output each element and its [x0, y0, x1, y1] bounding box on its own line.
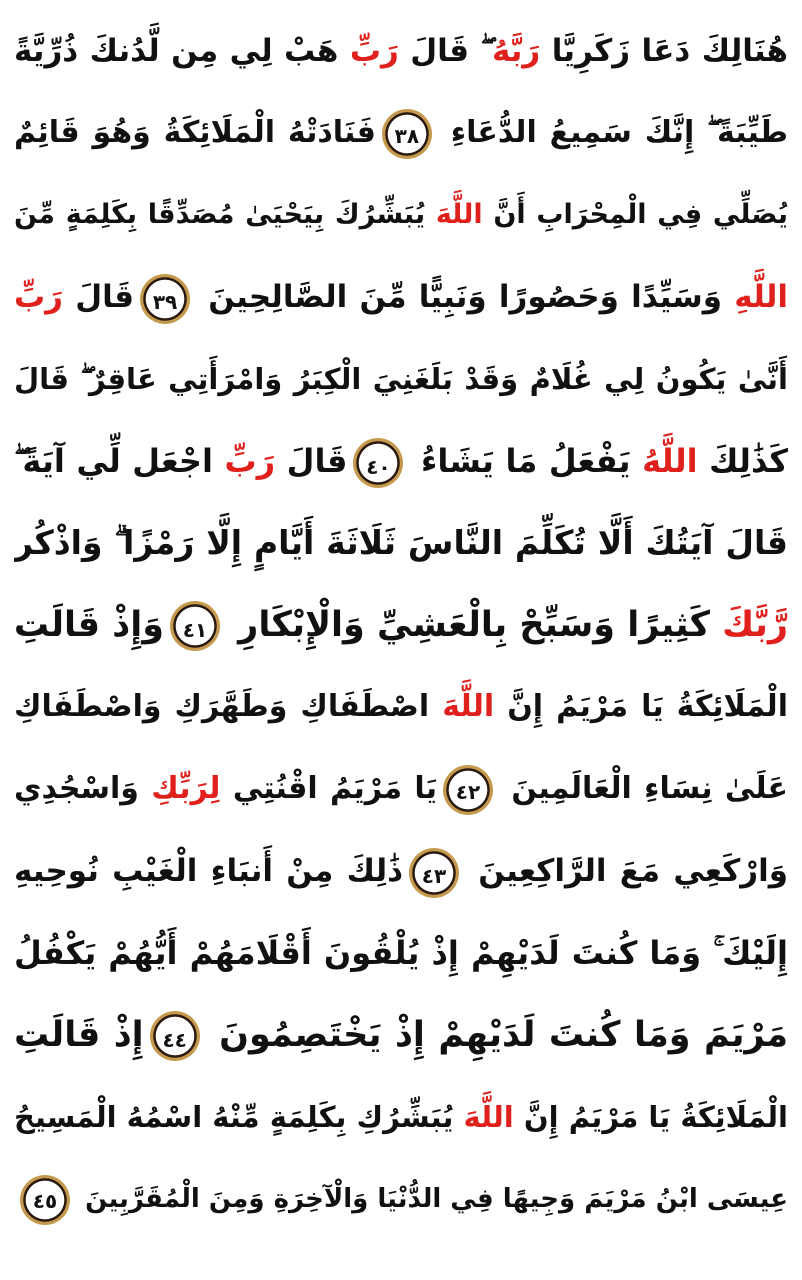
ayah-number: ٤٢	[455, 779, 481, 804]
ayah-number: ٣٨	[394, 123, 420, 148]
verse-text: عَلَىٰ نِسَاءِ الْعَالَمِينَ	[511, 771, 788, 806]
verse-line	[14, 256, 788, 338]
verse-text: كَذَٰلِكَ	[709, 442, 788, 480]
divine-name-text: رَبِّ	[14, 279, 63, 315]
verse-text: ذَٰلِكَ مِنْ أَنبَاءِ الْغَيْبِ نُوحِيهِ	[14, 853, 403, 889]
divine-name-text: اللَّهِ	[734, 279, 788, 315]
verse-text: أَنَّىٰ يَكُونُ لِي غُلَامٌ وَقَدْ بَلَغَنِيَ الْكِبَرُ وَامْرَأَتِي عَاقِرٌ ۖ قَالَ	[14, 362, 788, 396]
ayah-marker	[150, 1011, 200, 1061]
ayah-number: ٤٥	[32, 1188, 58, 1213]
divine-name-text: اللَّهُ	[642, 442, 698, 480]
verse-text: هَبْ لِي مِن لَّدُنكَ ذُرِّيَّةً	[14, 33, 339, 69]
verse-line	[14, 1076, 788, 1158]
ayah-marker	[443, 765, 493, 815]
verse-line	[14, 830, 788, 912]
ayah-number: ٤٣	[421, 863, 447, 888]
ayah-number: ٤١	[182, 618, 208, 642]
divine-name-text: رَّبَّكَ	[722, 605, 788, 645]
divine-name-text: لِرَبِّكِ	[151, 771, 221, 806]
verse-text: قَالَ آيَتُكَ أَلَّا تُكَلِّمَ النَّاسَ ثَلَاثَةَ أَيَّامٍ إِلَّا رَمْزًا ۗ وَاذْكُر	[14, 523, 788, 562]
verse-line	[14, 584, 788, 666]
verse-line	[14, 912, 788, 994]
verse-text: اصْطَفَاكِ وَطَهَّرَكِ وَاصْطَفَاكِ	[14, 689, 430, 724]
ayah-marker	[140, 274, 190, 324]
verse-line	[14, 92, 788, 174]
verse-line	[14, 666, 788, 748]
verse-text: هُنَالِكَ دَعَا زَكَرِيَّا	[551, 33, 788, 69]
verse-text: اجْعَل لِّي آيَةً ۖ	[14, 442, 213, 480]
ayah-number: ٤٠	[366, 455, 391, 479]
verse-text: وَإِذْ قَالَتِ	[14, 605, 164, 645]
verse-line	[14, 502, 788, 584]
verse-text: يُبَشِّرُكَ بِيَحْيَىٰ مُصَدِّقًا بِكَلِمَةٍ مِّنَ	[14, 199, 426, 230]
verse-text: قَالَ	[75, 279, 135, 315]
verse-text: إِذْ قَالَتِ	[14, 1015, 144, 1055]
divine-name-text: رَبِّ	[349, 33, 399, 69]
verse-line	[14, 338, 788, 420]
verse-line	[14, 420, 788, 502]
verse-text: يَفْعَلُ مَا يَشَاءُ	[420, 442, 631, 480]
verse-text: كَثِيرًا وَسَبِّحْ بِالْعَشِيِّ وَالْإِبْكَارِ	[238, 605, 710, 645]
ayah-marker	[409, 848, 459, 898]
verse-line	[14, 174, 788, 256]
verse-text: وَارْكَعِي مَعَ الرَّاكِعِينَ	[478, 853, 788, 889]
divine-name-text: اللَّهَ	[463, 1100, 514, 1134]
verse-text: قَالَ	[286, 442, 348, 480]
verse-lines	[14, 10, 788, 1240]
ayah-marker	[353, 438, 403, 488]
verse-text: يُبَشِّرُكِ بِكَلِمَةٍ مِّنْهُ اسْمُهُ الْمَسِيحُ	[14, 1100, 454, 1134]
verse-text: وَاسْجُدِي	[14, 771, 139, 806]
divine-name-text: اللَّهَ	[442, 689, 495, 724]
verse-text: يَا مَرْيَمُ اقْنُتِي	[232, 771, 437, 806]
verse-text: وَسَيِّدًا وَحَصُورًا وَنَبِيًّا مِّنَ الصَّالِحِينَ	[208, 279, 723, 315]
ayah-marker	[20, 1175, 70, 1225]
verse-line	[14, 10, 788, 92]
ayah-marker	[170, 601, 220, 651]
verse-text: الْمَلَائِكَةُ يَا مَرْيَمُ إِنَّ	[507, 689, 788, 724]
verse-line	[14, 994, 788, 1076]
verse-text: طَيِّبَةً ۖ إِنَّكَ سَمِيعُ الدُّعَاءِ	[450, 115, 788, 150]
verse-text: عِيسَى ابْنُ مَرْيَمَ وَجِيهًا فِي الدُّنْيَا وَالْآخِرَةِ وَمِنَ الْمُقَرَّبِينَ	[85, 1184, 788, 1214]
verse-text: فَنَادَتْهُ الْمَلَائِكَةُ وَهُوَ قَائِمٌ	[14, 115, 376, 150]
verse-line	[14, 1158, 788, 1240]
verse-text: الْمَلَائِكَةُ يَا مَرْيَمُ إِنَّ	[523, 1100, 788, 1134]
divine-name-text: اللَّهَ	[435, 199, 483, 230]
divine-name-text: رَبِّ	[224, 442, 276, 480]
verse-text: مَرْيَمَ وَمَا كُنتَ لَدَيْهِمْ إِذْ يَخْتَصِمُونَ	[219, 1015, 788, 1055]
ayah-number: ٤٤	[162, 1028, 187, 1052]
divine-name-text: رَبَّهُ	[491, 33, 541, 69]
ayah-marker	[382, 109, 432, 159]
verse-text: إِلَيْكَ ۚ وَمَا كُنتَ لَدَيْهِمْ إِذْ يُلْقُونَ أَقْلَامَهُمْ أَيُّهُمْ يَكْفُلُ	[14, 934, 788, 972]
verse-line	[14, 748, 788, 830]
ayah-number: ٣٩	[152, 289, 178, 314]
verse-text: يُصَلِّي فِي الْمِحْرَابِ أَنَّ	[493, 199, 788, 230]
verse-text: ۖ قَالَ	[410, 33, 481, 69]
